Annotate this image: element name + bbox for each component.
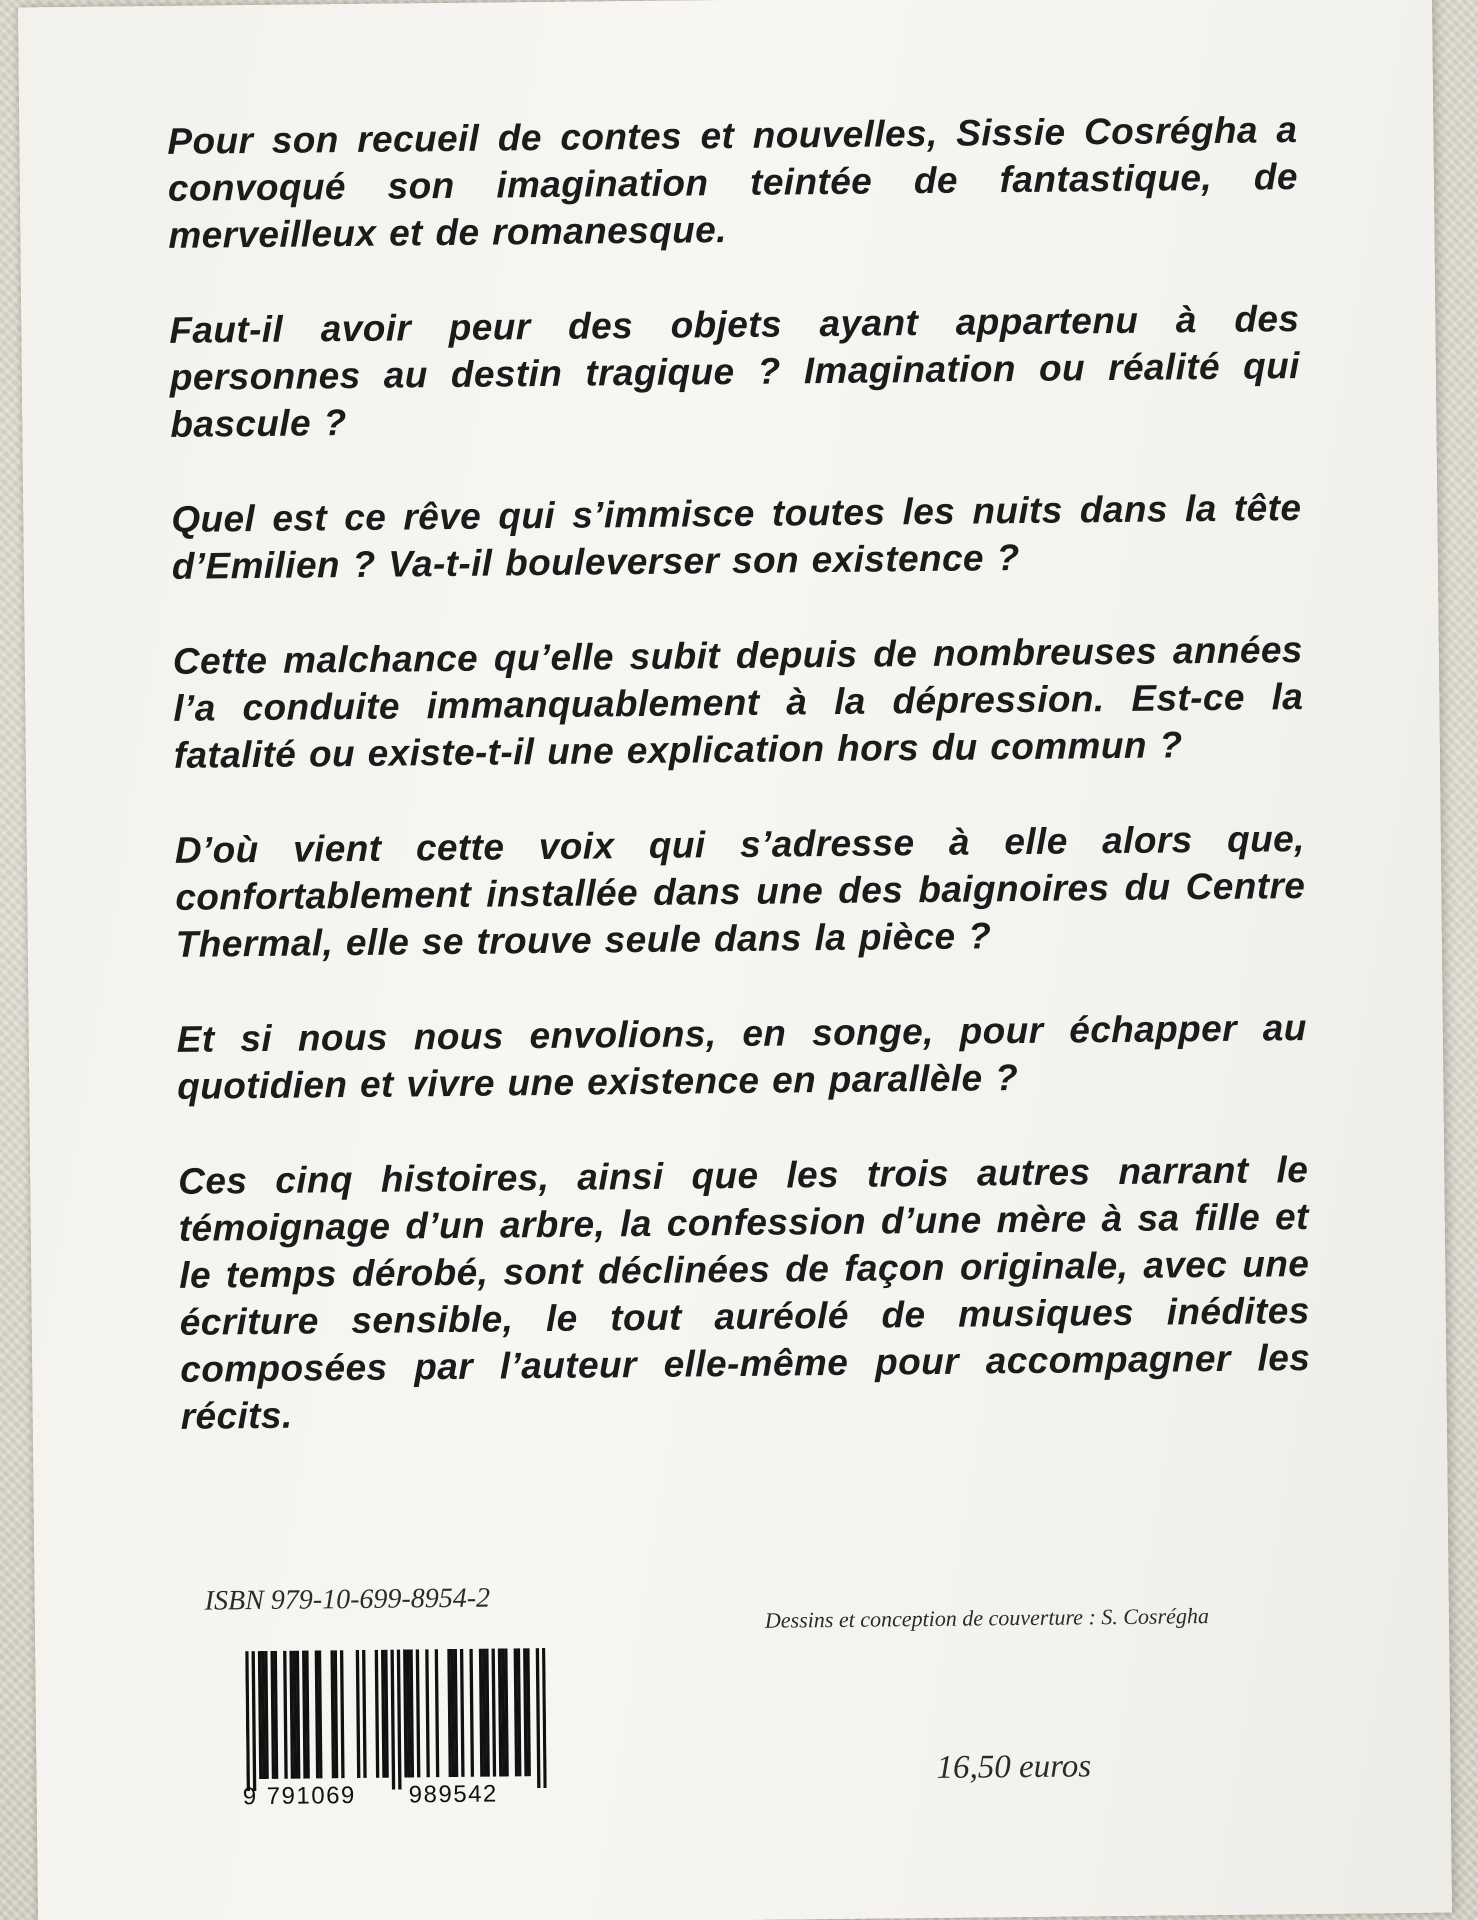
barcode-icon bbox=[245, 1648, 546, 1791]
barcode-left-digits: 791069 bbox=[266, 1782, 356, 1810]
isbn-label: ISBN 979-10-699-8954-2 bbox=[204, 1582, 491, 1617]
blurb-paragraph-3: Quel est ce rêve qui s’immisce toutes les nuits dans la tête d’Emilien ? Va-t-il bouleverser son existence ? bbox=[171, 487, 1302, 587]
blurb-paragraph-2: Faut-il avoir peur des objets ayant appartenu à des personnes au destin tragique ? Imagination ou réalité qui bascule ? bbox=[169, 298, 1301, 445]
blurb-paragraph-4: Cette malchance qu’elle subit depuis de nombreuses années l’a conduite immanquablement à la dépression. Est-ce la fatalité ou existe-t-il une explication hors du commun ? bbox=[172, 629, 1304, 776]
blurb-paragraph-5: D’où vient cette voix qui s’adresse à elle alors que, confortablement installée dans une des baignoires du Centre Thermal, elle se trouve seule dans la pièce ? bbox=[174, 818, 1306, 965]
cover-credits: Dessins et conception de couverture : S. Cosrégha bbox=[764, 1603, 1210, 1633]
blurb-paragraph-7: Ces cinq histoires, ainsi que les trois autres narrant le témoignage d’un arbre, la confession d’une mère à sa fille et le temps dérobé, sont déclinées de façon originale, avec une écriture sensible, le tout auréolé de musiques inédites composées par l’auteur elle-même pour accompagner les récits. bbox=[178, 1149, 1311, 1437]
book-back-cover bbox=[18, 0, 1452, 1920]
barcode-lead-digit: 9 bbox=[242, 1783, 257, 1811]
barcode bbox=[242, 1648, 547, 1815]
barcode-digits bbox=[242, 1780, 547, 1815]
blurb-paragraph-1: Pour son recueil de contes et nouvelles, Sissie Cosrégha a convoqué son imagination teintée de fantastique, de merveilleux et de romanesque. bbox=[167, 109, 1299, 256]
blurb-paragraph-6: Et si nous nous envolions, en songe, pour échapper au quotidien et vivre une existence en parallèle ? bbox=[176, 1007, 1307, 1107]
barcode-right-digits: 989542 bbox=[408, 1780, 498, 1809]
blurb-text bbox=[167, 106, 1311, 1488]
price-label: 16,50 euros bbox=[936, 1748, 1092, 1786]
